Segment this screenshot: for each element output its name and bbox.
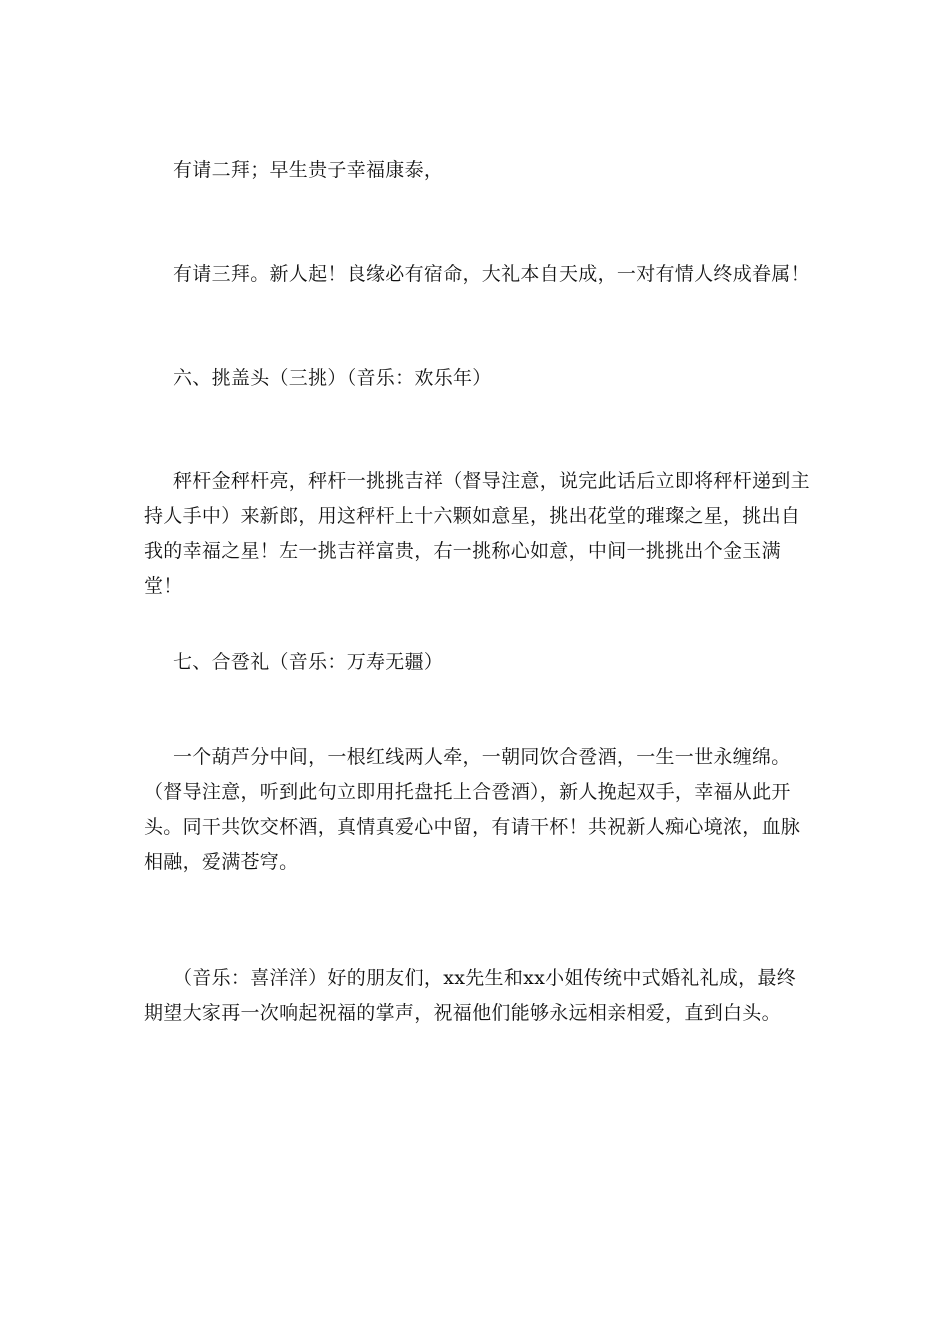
paragraph-wine-ceremony: 一个葫芦分中间，一根红线两人牵，一朝同饮合卺酒，一生一世永缠绵。（督导注意，听到此句立即用托盘托上合卺酒），新人挽起双手，幸福从此开头。同干共饮交杯酒，真情真爱心中留，有请干杯！共祝新人痴心境浓，血脉相融，爱满苍穹。: [144, 746, 801, 873]
paragraph-second-bow: 有请二拜；早生贵子幸福康泰，: [173, 159, 444, 181]
paragraph-third-bow: 有请三拜。新人起！良缘必有宿命，大礼本自天成，一对有情人终成眷属！: [173, 263, 810, 285]
section-heading-wine-ceremony: 七、合卺礼（音乐：万寿无疆）: [173, 651, 444, 673]
paragraph-closing: （音乐：喜洋洋）好的朋友们，xx先生和xx小姐传统中式婚礼礼成，最终期望大家再一次响起祝福的掌声，祝福他们能够永远相亲相爱，直到白头。: [144, 967, 797, 1024]
section-heading-veil: 六、挑盖头（三挑）（音乐：欢乐年）: [173, 367, 492, 389]
paragraph-veil-lifting: 秤杆金秤杆亮，秤杆一挑挑吉祥（督导注意，说完此话后立即将秤杆递到主持人手中）来新郎，用这秤杆上十六颗如意星，挑出花堂的璀璨之星，挑出自我的幸福之星！左一挑吉祥富贵，右一挑称心如意，中间一挑挑出个金玉满堂！: [144, 470, 810, 597]
